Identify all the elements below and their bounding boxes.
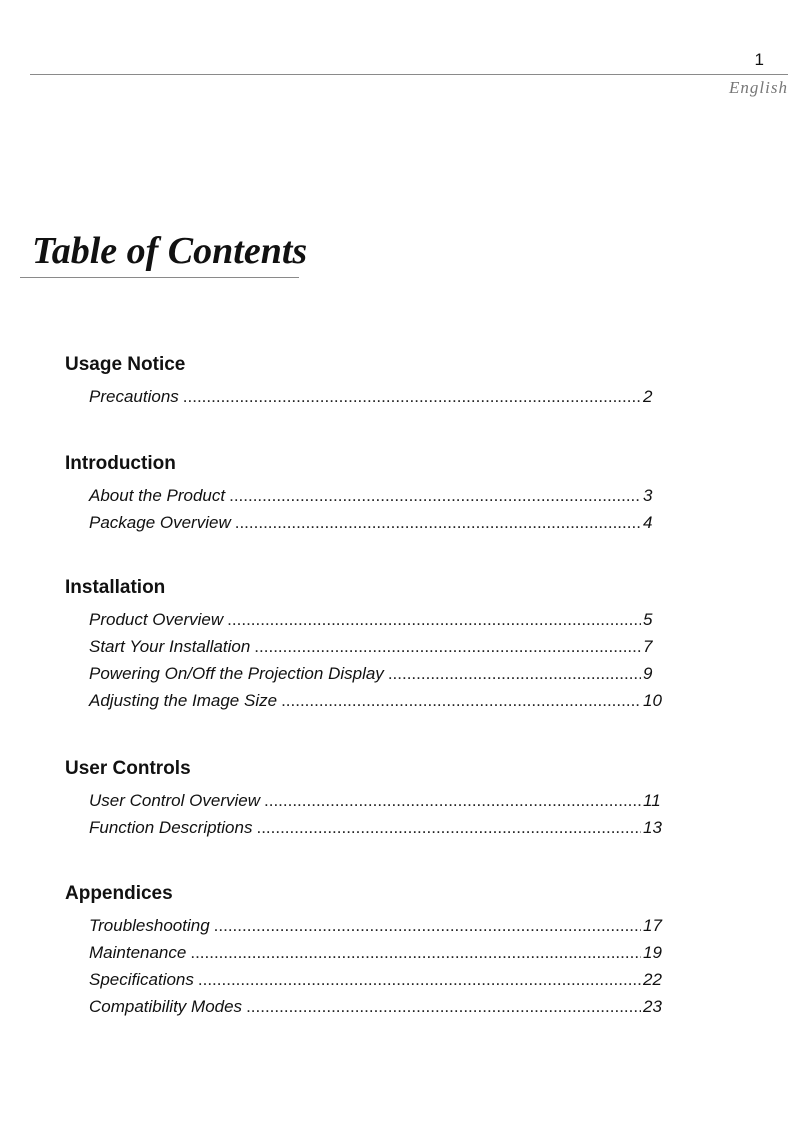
dot-leader <box>190 939 641 966</box>
dot-leader <box>281 687 641 714</box>
entry-label: Precautions <box>89 387 179 406</box>
entry-page-number: 4 <box>643 513 653 532</box>
language-label: English <box>729 78 788 97</box>
entry-page-number: 23 <box>643 997 662 1016</box>
toc-entry[interactable] <box>89 509 675 536</box>
section-heading: Usage Notice <box>65 354 186 375</box>
entry-page-number: 10 <box>643 691 662 710</box>
entry-page-number: 3 <box>643 486 653 505</box>
entry-page-number: 13 <box>643 818 662 837</box>
entry-page-number: 11 <box>643 791 661 810</box>
entry-label: About the Product <box>89 486 226 505</box>
toc-entry[interactable] <box>89 660 675 687</box>
header-rule <box>30 74 788 75</box>
entry-page-number: 19 <box>643 943 662 962</box>
toc-entry[interactable] <box>89 482 675 509</box>
entry-label: Package Overview <box>89 513 231 532</box>
entry-label: Product Overview <box>89 610 224 629</box>
toc-entry[interactable] <box>89 939 675 966</box>
toc-section-appendices <box>65 881 675 1020</box>
section-heading: Installation <box>65 577 166 598</box>
section-heading: User Controls <box>65 758 191 779</box>
entry-page-number: 7 <box>643 637 653 656</box>
entry-label: Adjusting the Image Size <box>89 691 278 710</box>
toc-entry[interactable] <box>89 787 675 814</box>
dot-leader <box>229 482 641 509</box>
toc-entry[interactable] <box>89 633 675 660</box>
toc-entry[interactable] <box>89 606 675 633</box>
title-underline <box>20 277 299 278</box>
toc-section-user-controls <box>65 756 675 841</box>
dot-leader <box>388 660 641 687</box>
toc-entry[interactable] <box>89 687 675 714</box>
dot-leader <box>235 509 641 536</box>
dot-leader <box>256 814 641 841</box>
toc-section-introduction <box>65 451 675 536</box>
entry-page-number: 2 <box>643 387 653 406</box>
dot-leader <box>227 606 641 633</box>
dot-leader <box>264 787 641 814</box>
page-number: 1 <box>754 50 764 69</box>
entry-page-number: 5 <box>643 610 653 629</box>
toc-entry[interactable] <box>89 814 675 841</box>
entry-label: Specifications <box>89 970 194 989</box>
toc-section-installation <box>65 575 675 714</box>
toc-title: Table of Contents <box>32 230 308 272</box>
toc-entry[interactable] <box>89 993 675 1020</box>
toc-entry[interactable] <box>89 966 675 993</box>
section-heading: Appendices <box>65 883 173 904</box>
section-heading: Introduction <box>65 453 176 474</box>
toc-entry[interactable] <box>89 912 675 939</box>
entry-label: Compatibility Modes <box>89 997 243 1016</box>
entry-label: Powering On/Off the Projection Display <box>89 664 384 683</box>
entry-page-number: 9 <box>643 664 653 683</box>
dot-leader <box>246 993 641 1020</box>
toc-entry[interactable] <box>89 383 675 410</box>
entry-label: Troubleshooting <box>89 916 210 935</box>
entry-label: User Control Overview <box>89 791 260 810</box>
dot-leader <box>198 966 641 993</box>
entry-page-number: 17 <box>643 916 662 935</box>
entry-label: Maintenance <box>89 943 187 962</box>
dot-leader <box>183 383 641 410</box>
toc-section-usage-notice <box>65 352 675 410</box>
entry-label: Start Your Installation <box>89 637 251 656</box>
entry-page-number: 22 <box>643 970 662 989</box>
entry-label: Function Descriptions <box>89 818 253 837</box>
dot-leader <box>254 633 641 660</box>
dot-leader <box>214 912 641 939</box>
